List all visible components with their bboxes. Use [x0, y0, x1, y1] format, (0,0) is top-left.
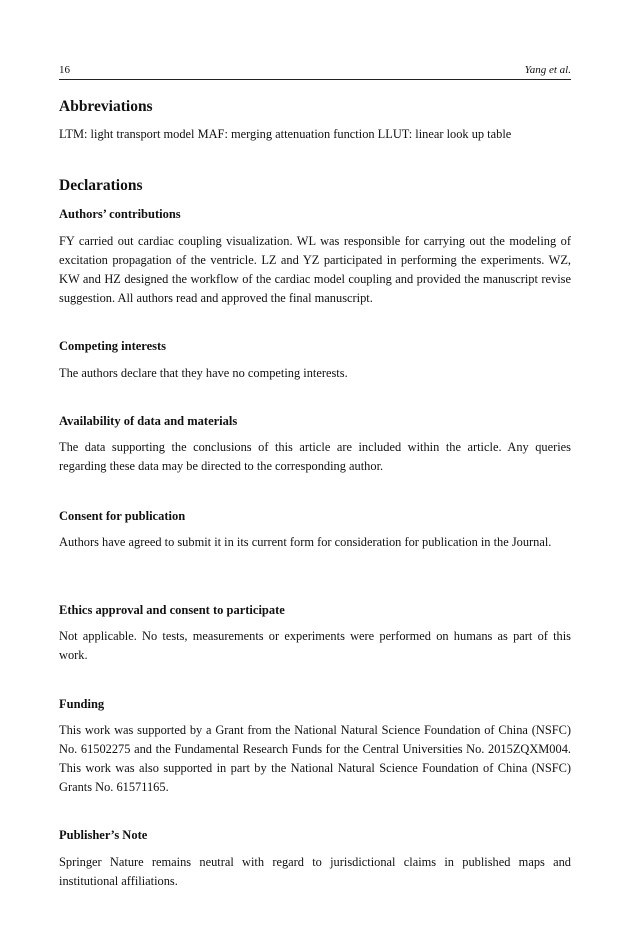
header-rule	[59, 79, 571, 80]
availability-heading: Availability of data and materials	[59, 414, 238, 428]
ethics-text: Not applicable. No tests, measurements or experiments were performed on humans as part of this work.	[59, 629, 571, 662]
competing-interests-text: The authors declare that they have no competing interests.	[59, 366, 348, 380]
running-head	[59, 64, 571, 79]
competing-interests-heading: Competing interests	[59, 339, 167, 353]
abbreviations-text: LTM: light transport model MAF: merging attenuation function LLUT: linear look up table	[59, 127, 512, 141]
page-number: 16	[59, 64, 70, 76]
publishers-note-text: Springer Nature remains neutral with regard to jurisdictional claims in published maps and institutional affiliations.	[59, 855, 571, 888]
publishers-note-heading: Publisher’s Note	[59, 828, 148, 842]
authors-contributions-heading: Authors’ contributions	[59, 207, 181, 221]
ethics-heading: Ethics approval and consent to participate	[59, 603, 285, 617]
declarations-heading: Declarations	[59, 177, 143, 194]
abbreviations-heading: Abbreviations	[59, 98, 153, 115]
consent-publication-text: Authors have agreed to submit it in its current form for consideration for publication in the Journal.	[59, 535, 552, 549]
funding-heading: Funding	[59, 697, 105, 711]
funding-text: This work was supported by a Grant from the National Natural Science Foundation of China (NSFC) No. 61502275 and the Fundamental Research Funds for the Central Universities No. 2015ZQXM004. This work was also supported in part by the National Natural Science Foundation of China (NSFC) Grants No. 61571165.	[59, 723, 571, 794]
authors-contributions-text: FY carried out cardiac coupling visualization. WL was responsible for carrying out the modeling of excitation propagation of the ventricle. LZ and YZ participated in performing the experiments. WZ, KW and HZ designed the workflow of the cardiac model coupling and provided the manuscript revise suggestion. All authors read and approved the final manuscript.	[59, 234, 571, 305]
consent-publication-heading: Consent for publication	[59, 509, 186, 523]
availability-text: The data supporting the conclusions of this article are included within the article. Any queries regarding these data may be directed to the corresponding author.	[59, 440, 571, 473]
running-head-authors: Yang et al.	[524, 64, 571, 76]
